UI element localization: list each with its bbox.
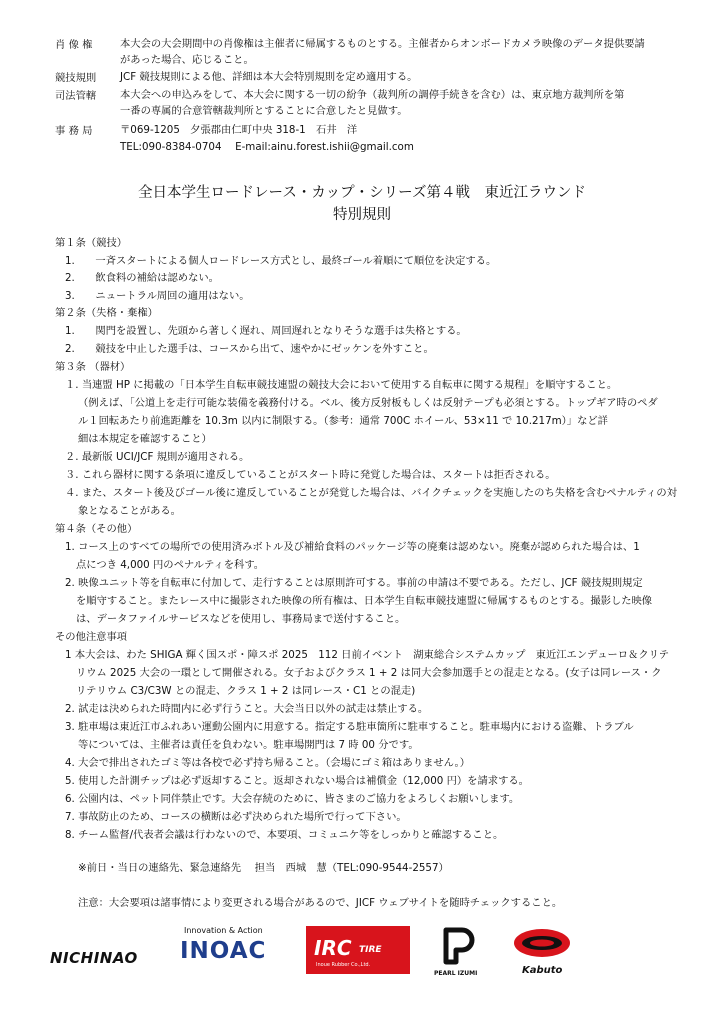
kabuto-text: Kabuto bbox=[522, 965, 563, 976]
text-portrait-rights-cont: があった場合、応じること。 bbox=[120, 54, 254, 66]
notes-heading: その他注意事項 bbox=[55, 631, 128, 643]
irc-company-text: Inoue Rubber Co.,Ltd. bbox=[316, 962, 371, 968]
nichinao-logo bbox=[48, 936, 158, 976]
label-portrait-rights: 肖 像 権 bbox=[55, 39, 93, 51]
notes-line: 8. チーム監督/代表者会議は行わないので、本要項、コミュニケ等をしっかりと確認すること。 bbox=[65, 829, 504, 841]
article3-line: ４. また、スタート後及びゴール後に違反していることが発覚した場合は、バイクチェックを実施したのち失格を含むペナルティの対 bbox=[65, 487, 677, 499]
article2-item: 1. 関門を設置し、先頭から著しく遅れ、周回遅れとなりそうな選手は失格とする。 bbox=[65, 325, 467, 337]
article3-line: １. 当連盟 HP に掲載の「日本学生自転車競技連盟の競技大会において使用する自転車に関する規程」を順守すること。 bbox=[65, 379, 618, 391]
notes-line: 等については、主催者は責任を負わない。駐車場開門は 7 時 00 分です。 bbox=[78, 739, 419, 751]
text-jurisdiction: 本大会への申込みをして、本大会に関する一切の紛争（裁判所の調停手続きを含む）は、東京地方裁判所を第 bbox=[120, 89, 625, 101]
article1-heading: 第１条（競技） bbox=[55, 237, 128, 249]
notes-line: 4. 大会で排出されたゴミ等は各校で必ず持ち帰ること。（会場にゴミ箱はありません。） bbox=[65, 757, 470, 769]
caution-note: 注意：大会要項は諸事情により変更される場合があるので、JICF ウェブサイトを随時チェックすること。 bbox=[78, 897, 563, 909]
notes-line: 3. 駐車場は東近江市ふれあい運動公園内に用意する。指定する駐車箇所に駐車すること。駐車場内における盗難、トラブル bbox=[65, 721, 634, 733]
irc-tire-logo bbox=[306, 926, 410, 974]
article3-heading: 第３条 （器材） bbox=[55, 361, 131, 373]
article4-line: 2. 映像ユニット等を自転車に付加して、走行することは原則許可する。事前の申請は不要である。ただし、JCF 競技規則規定 bbox=[65, 577, 643, 589]
inoac-tagline: Innovation & Action bbox=[184, 926, 263, 935]
article1-item: 1. 一斉スタートによる個人ロードレース方式とし、最終ゴール着順にて順位を決定する。 bbox=[65, 255, 497, 267]
emergency-contact: ※前日・当日の連絡先、緊急連絡先 担当 西城 慧（TEL:090-9544-2557） bbox=[78, 862, 449, 874]
nichinao-logo-text: NICHINAO bbox=[50, 949, 138, 967]
article4-line: 点につき 4,000 円のペナルティを科す。 bbox=[76, 559, 265, 571]
notes-line: 5. 使用した計測チップは必ず返却すること。返却されない場合は補償金（12,000 円）を請求する。 bbox=[65, 775, 529, 787]
article3-line: （例えば、「公道上を走行可能な装備を義務付ける。ベル、後方反射板もしくは反射テープも必須とする。トップギア時のペダ bbox=[78, 397, 658, 409]
notes-line: 1 本大会は、わた SHIGA 輝く国スポ・障スポ 2025 112 日前イベント 湖東総合システムカップ 東近江エンデューロ＆クリテ bbox=[65, 649, 670, 661]
page-title: 全日本学生ロードレース・カップ・シリーズ第４戦 東近江ラウンド bbox=[138, 185, 586, 201]
pearl-izumi-logo bbox=[432, 926, 488, 978]
notes-line: 7. 事故防止のため、コースの横断は必ず決められた場所で行って下さい。 bbox=[65, 811, 407, 823]
notes-line: 2. 試走は決められた時間内に必ず行うこと。大会当日以外の試走は禁止する。 bbox=[65, 703, 429, 715]
article2-heading: 第２条（失格・棄権） bbox=[55, 307, 158, 319]
article3-line: 象となることがある。 bbox=[78, 505, 181, 517]
sponsor-logos bbox=[0, 920, 724, 1000]
text-secretariat-contact: TEL:090-8384-0704 E-mail:ainu.forest.ishii@gmail.com bbox=[120, 141, 414, 153]
label-jurisdiction: 司法管轄 bbox=[55, 90, 97, 102]
kabuto-logo bbox=[510, 926, 574, 978]
article1-item: 3. ニュートラル周回の適用はない。 bbox=[65, 290, 250, 302]
notes-line: リテリウム C3/C3W との混走、クラス 1 + 2 は同レース・C1 との混走) bbox=[76, 685, 416, 697]
pearl-izumi-text: PEARL IZUMI bbox=[434, 970, 478, 977]
notes-line: 6. 公園内は、ペット同伴禁止です。大会存続のために、皆さまのご協力をよろしくお願いします。 bbox=[65, 793, 520, 805]
text-competition-rules: JCF 競技規則による他、詳細は本大会特別規則を定め適用する。 bbox=[120, 71, 418, 83]
article4-heading: 第４条（その他） bbox=[55, 523, 138, 535]
label-secretariat: 事 務 局 bbox=[55, 125, 93, 137]
inoac-wordmark: INOAC bbox=[180, 938, 267, 964]
article1-item: 2. 飲食料の補給は認めない。 bbox=[65, 272, 219, 284]
text-jurisdiction-cont: 一番の専属的合意管轄裁判所とすることに合意したと見做す。 bbox=[120, 105, 408, 117]
article3-line: ３. これら器材に関する条項に違反していることがスタート時に発覚した場合は、スタートは拒否される。 bbox=[65, 469, 556, 481]
inoac-logo bbox=[180, 926, 290, 978]
page-subtitle: 特別規則 bbox=[333, 207, 391, 223]
text-portrait-rights: 本大会の大会期間中の肖像権は主催者に帰属するものとする。主催者からオンボードカメラ映像のデータ提供要請 bbox=[120, 38, 645, 50]
article3-line: ２. 最新版 UCI/JCF 規則が適用される。 bbox=[65, 451, 250, 463]
article2-item: 2. 競技を中止した選手は、コースから出て、速やかにゼッケンを外すこと。 bbox=[65, 343, 434, 355]
label-competition-rules: 競技規則 bbox=[55, 72, 97, 84]
article4-line: を順守すること。またレース中に撮影された映像の所有権は、日本学生自転車競技連盟に帰属するものとする。撮影した映像 bbox=[76, 595, 653, 607]
article3-line: 細は本規定を確認すること） bbox=[78, 433, 212, 445]
pearl-izumi-mark-icon bbox=[446, 930, 472, 962]
irc-tire-text: TIRE bbox=[359, 945, 382, 955]
article4-line: 1. コース上のすべての場所での使用済みボトル及び補給食料のパッケージ等の廃棄は認めない。廃棄が認められた場合は、1 bbox=[65, 541, 640, 553]
article3-line: ル１回転あたり前進距離を 10.3m 以内に制限する。（参考：通常 700C ホイール、53×11 で 10.217m）」など詳 bbox=[78, 415, 608, 427]
notes-line: リウム 2025 大会の一環として開催される。女子およびクラス 1 + 2 は同大会参加選手との混走となる。(女子は同レース・ク bbox=[76, 667, 662, 679]
text-secretariat-address: 〒069-1205 夕張郡由仁町中央 318-1 石井 洋 bbox=[120, 124, 358, 136]
article4-line: は、データファイルサービスなどを使用し、事務局まで送付すること。 bbox=[76, 613, 406, 625]
irc-wordmark: IRC bbox=[314, 936, 352, 960]
